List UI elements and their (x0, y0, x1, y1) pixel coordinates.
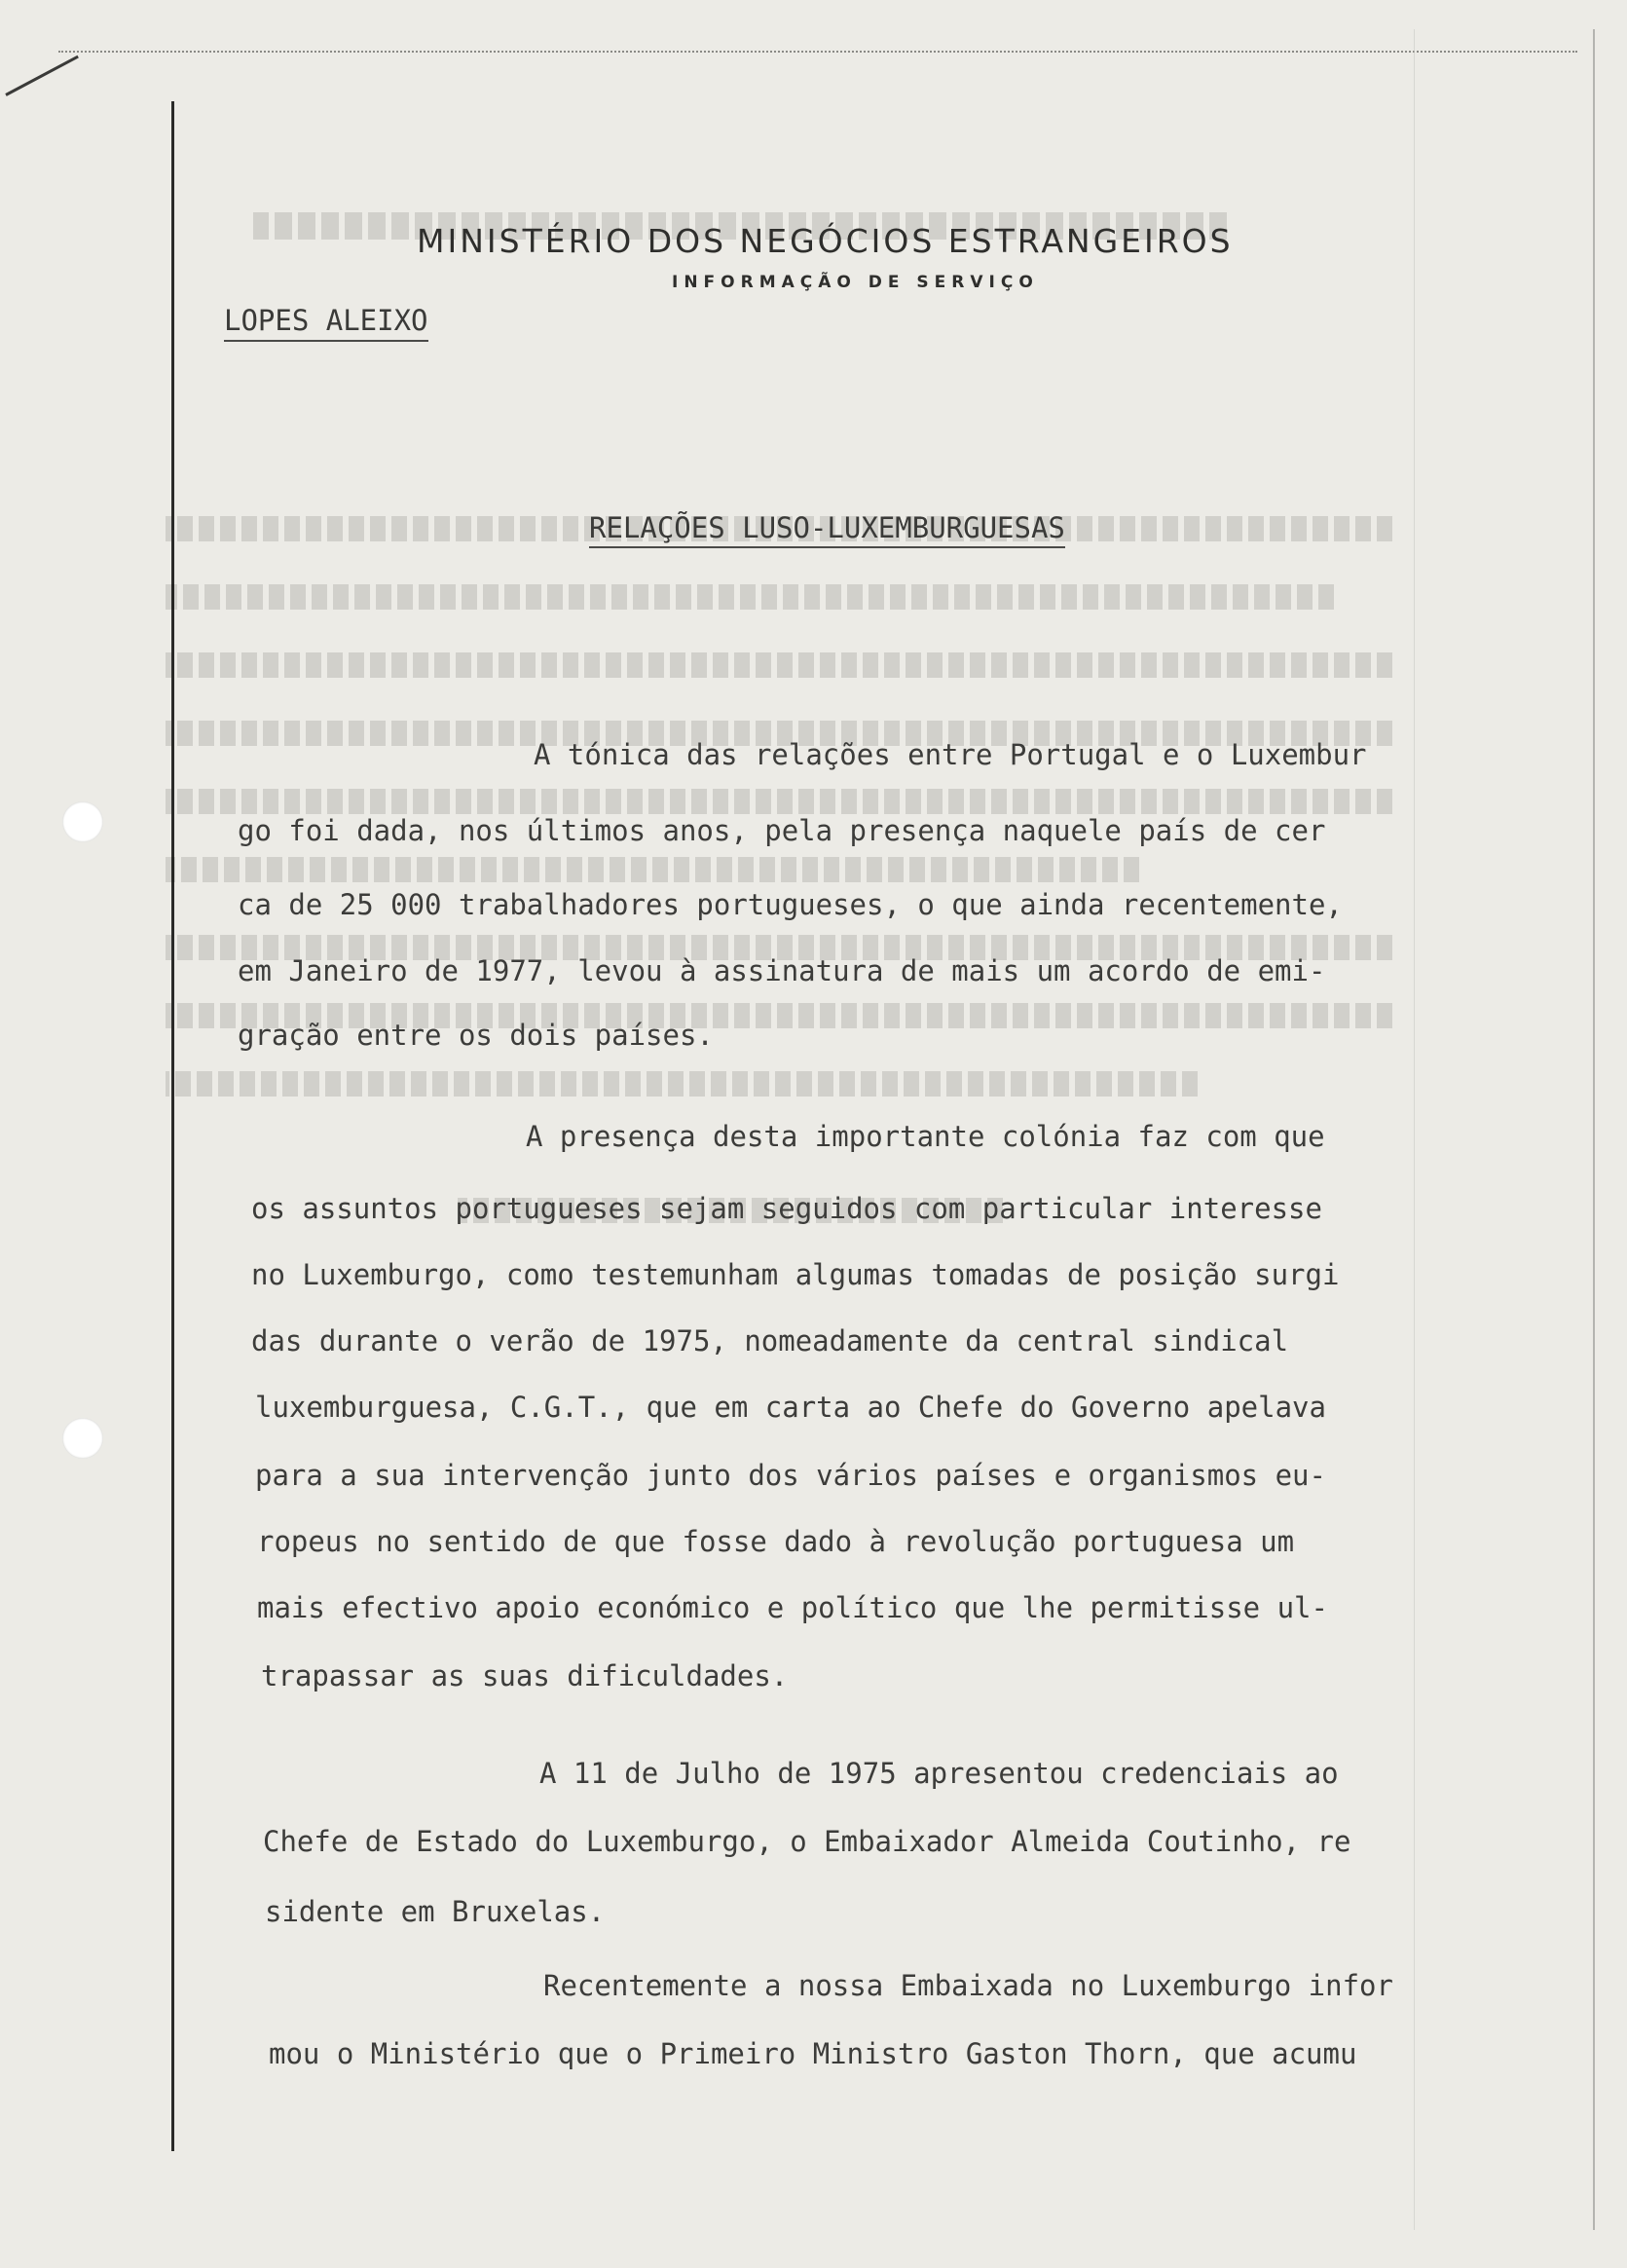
margin-rule (171, 101, 174, 2151)
corner-mark (5, 56, 79, 96)
punch-hole-lower (62, 1418, 103, 1459)
body-line: sidente em Bruxelas. (265, 1895, 606, 1928)
page-edge (1593, 29, 1595, 2230)
perforation-dots (58, 51, 1577, 53)
body-line: para a sua intervenção junto dos vários países e organismos eu- (255, 1459, 1326, 1492)
body-line: mais efectivo apoio económico e político que lhe permitisse ul- (257, 1591, 1328, 1624)
body-line: A tónica das relações entre Portugal e o Luxembur (534, 738, 1367, 771)
ministry-heading: MINISTÉRIO DOS NEGÓCIOS ESTRANGEIROS (417, 222, 1234, 260)
bleed-through-texture (166, 195, 1412, 1266)
body-line: go foi dada, nos últimos anos, pela presença naquele país de cer (238, 814, 1326, 847)
body-line: mou o Ministério que o Primeiro Ministro Gaston Thorn, que acumu (269, 2037, 1357, 2070)
body-line: A 11 de Julho de 1975 apresentou credenciais ao (539, 1757, 1339, 1790)
body-line: Chefe de Estado do Luxemburgo, o Embaixador Almeida Coutinho, re (263, 1825, 1351, 1858)
body-line: gração entre os dois países. (238, 1019, 714, 1052)
document-title: RELAÇÕES LUSO-LUXEMBURGUESAS (589, 511, 1065, 548)
page-edge-faint (1414, 29, 1415, 2230)
punch-hole-upper (62, 801, 103, 842)
body-line: A presença desta importante colónia faz com que (526, 1120, 1325, 1153)
body-line: os assuntos portugueses sejam seguidos com particular interesse (251, 1192, 1322, 1225)
body-line: Recentemente a nossa Embaixada no Luxemburgo infor (543, 1969, 1393, 2002)
body-line: no Luxemburgo, como testemunham algumas tomadas de posição surgi (251, 1258, 1340, 1291)
body-line: trapassar as suas dificuldades. (261, 1659, 789, 1692)
body-line: em Janeiro de 1977, levou à assinatura de mais um acordo de emi- (238, 954, 1326, 987)
body-line: ca de 25 000 trabalhadores portugueses, o que ainda recentemente, (238, 888, 1343, 921)
service-info-subtitle: INFORMAÇÃO DE SERVIÇO (672, 273, 1039, 292)
body-line: ropeus no sentido de que fosse dado à revolução portuguesa um (257, 1525, 1295, 1558)
body-line: das durante o verão de 1975, nomeadamente da central sindical (251, 1324, 1289, 1357)
author-name: LOPES ALEIXO (224, 304, 428, 342)
body-line: luxemburguesa, C.G.T., que em carta ao Chefe do Governo apelava (255, 1391, 1326, 1424)
